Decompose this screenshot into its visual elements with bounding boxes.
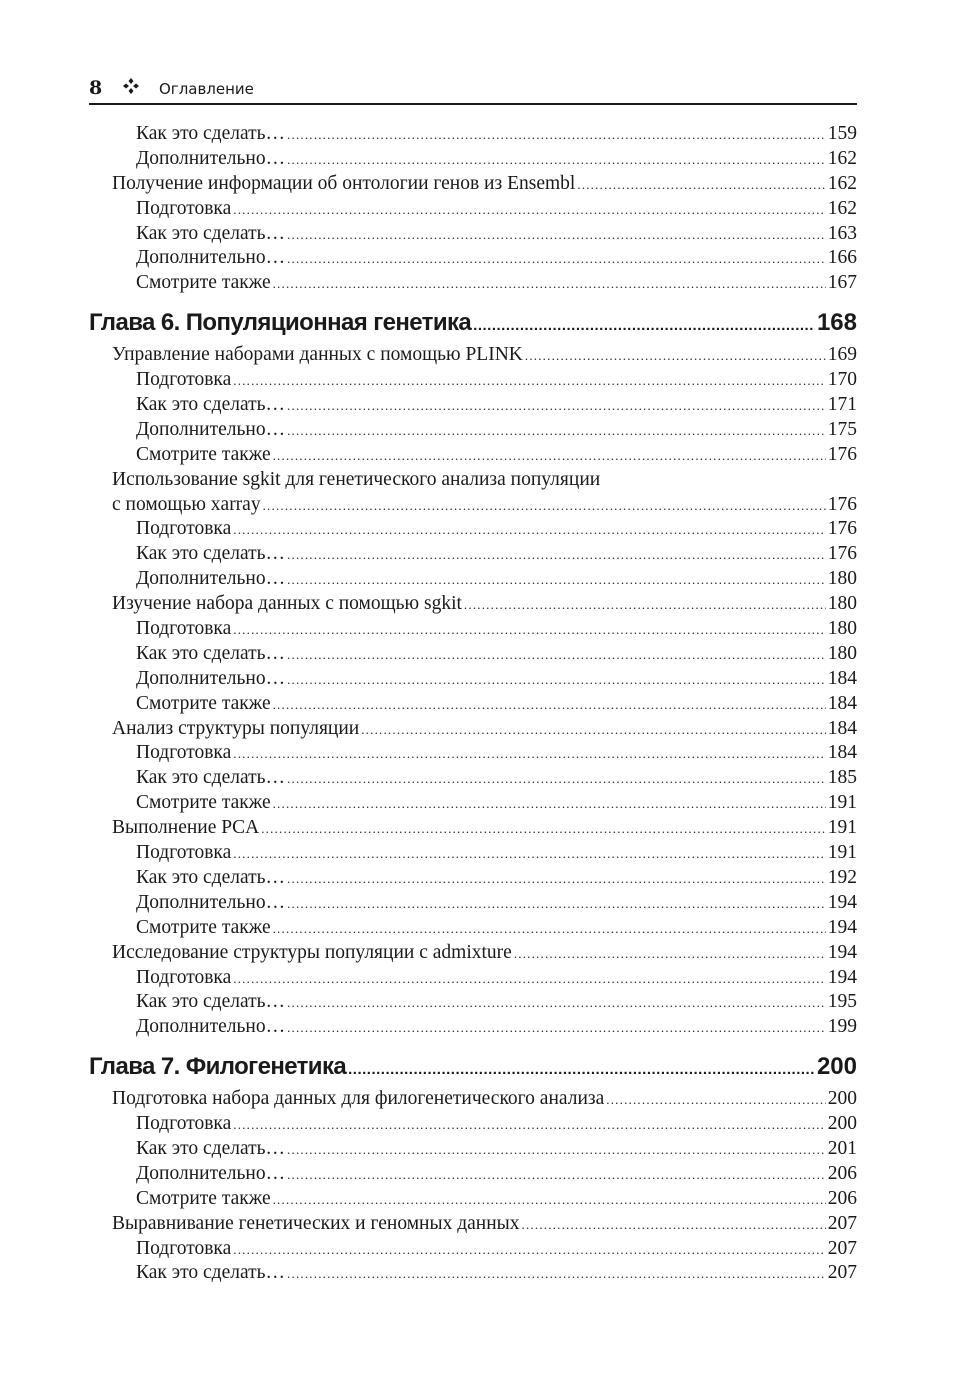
toc-entry-page: 184 — [827, 717, 857, 739]
toc-entry-page: 162 — [827, 172, 857, 194]
toc-entry[interactable] — [89, 197, 857, 222]
dot-leader — [522, 1213, 826, 1238]
toc-entry[interactable] — [89, 222, 857, 247]
toc-entry[interactable] — [89, 1112, 857, 1137]
dot-leader — [525, 344, 826, 369]
toc-entry-title: Подготовка — [136, 518, 232, 540]
toc-entry-title: Подготовка — [136, 618, 232, 640]
toc-entry-page: 191 — [827, 817, 857, 839]
toc-entry-title: Подготовка — [136, 742, 232, 764]
toc-entry[interactable] — [89, 617, 857, 642]
toc-entry-page: 170 — [827, 369, 857, 391]
dot-leader — [233, 618, 825, 643]
toc-entry-title: Подготовка — [136, 369, 232, 391]
toc-entry-page: 167 — [827, 272, 857, 294]
toc-entry-title: Подготовка — [136, 842, 232, 864]
dot-leader — [233, 1238, 825, 1263]
toc-entry-page: 201 — [827, 1137, 857, 1159]
dot-leader — [273, 917, 826, 942]
toc-entry-title: Смотрите также — [136, 1187, 271, 1209]
dot-leader — [287, 419, 826, 444]
toc-entry-page: 191 — [827, 792, 857, 814]
toc-entry-page: 175 — [827, 418, 857, 440]
toc-entry-page: 176 — [827, 543, 857, 565]
dot-leader — [473, 311, 815, 341]
toc-entry[interactable] — [89, 1237, 857, 1262]
dot-leader — [273, 792, 826, 817]
toc-entry-page: 191 — [827, 842, 857, 864]
toc-entry[interactable] — [89, 891, 857, 916]
toc-entry-title: Как это сделать… — [136, 123, 286, 144]
toc-entry-title: Как это сделать… — [136, 1137, 286, 1159]
toc-entry-page: 166 — [827, 247, 857, 269]
chapter-title: Глава 6. Популяционная генетика — [89, 309, 472, 337]
dot-leader — [233, 1113, 825, 1138]
toc-section[interactable] — [89, 172, 857, 197]
toc-entry-title: Дополнительно… — [136, 247, 286, 269]
toc-entry-page: 207 — [827, 1237, 857, 1259]
toc-entry-title: Дополнительно… — [136, 418, 286, 440]
toc-entry[interactable] — [89, 916, 857, 941]
dot-leader — [287, 148, 826, 173]
toc-entry-title: Использование sgkit для генетического анализа популяции — [112, 468, 601, 490]
toc-entry[interactable] — [89, 667, 857, 692]
dot-leader — [263, 494, 826, 519]
dot-leader — [287, 223, 826, 248]
dot-leader — [273, 1188, 826, 1213]
running-header — [89, 76, 857, 105]
toc-entry[interactable] — [89, 271, 857, 296]
toc-entry-title-cont: с помощью xarray — [112, 493, 261, 515]
toc-section[interactable] — [89, 941, 857, 966]
toc-entry[interactable] — [89, 642, 857, 667]
dot-leader — [577, 173, 825, 198]
dot-leader — [273, 444, 826, 469]
toc-entry[interactable] — [89, 966, 857, 991]
chapter-page: 168 — [816, 309, 857, 337]
chapter-title: Глава 7. Филогенетика — [89, 1053, 347, 1081]
toc-entry-page: 194 — [827, 941, 857, 963]
dot-leader — [233, 369, 825, 394]
toc-entry-title: Выполнение PCA — [112, 817, 260, 839]
toc-entry-title: Изучение набора данных с помощью sgkit — [112, 593, 462, 615]
toc-section[interactable] — [89, 816, 857, 841]
dot-leader — [233, 842, 825, 867]
toc-entry[interactable] — [89, 866, 857, 891]
dot-leader — [287, 1138, 826, 1163]
toc-entry[interactable] — [89, 1015, 857, 1040]
toc-entry-page: 162 — [827, 197, 857, 219]
toc-entry-title: Смотрите также — [136, 272, 271, 294]
toc-entry[interactable] — [89, 246, 857, 271]
toc-entry[interactable] — [89, 368, 857, 393]
ornament-icon — [122, 77, 140, 95]
toc-entry-page: 176 — [827, 443, 857, 465]
toc-entry-page: 200 — [827, 1113, 857, 1135]
dot-leader — [348, 1055, 815, 1085]
toc-entry-title: Дополнительно… — [136, 667, 286, 689]
toc-entry-title: Анализ структуры популяции — [112, 717, 360, 739]
toc-entry[interactable] — [89, 692, 857, 717]
toc-entry-title: Как это сделать… — [136, 1262, 286, 1284]
dot-leader — [287, 867, 826, 892]
toc-entry[interactable] — [89, 741, 857, 766]
page-number: 8 — [89, 77, 103, 99]
toc-entry-title: Как это сделать… — [136, 543, 286, 565]
toc-entry[interactable] — [89, 122, 857, 147]
dot-leader — [287, 123, 826, 148]
toc-entry[interactable] — [89, 567, 857, 592]
toc-entry[interactable] — [89, 1162, 857, 1187]
dot-leader — [287, 643, 826, 668]
toc-entry-title: Смотрите также — [136, 916, 271, 938]
section-title: Оглавление — [159, 80, 254, 98]
toc-entry-title: Дополнительно… — [136, 1162, 286, 1184]
toc-entry[interactable] — [89, 418, 857, 443]
toc-entry-page: 194 — [827, 891, 857, 913]
toc-entry-page: 180 — [827, 593, 857, 615]
toc-entry[interactable] — [89, 1261, 857, 1286]
toc-entry-title: Дополнительно… — [136, 1016, 286, 1038]
toc-entry-page: 185 — [827, 767, 857, 789]
toc-section[interactable] — [89, 1087, 857, 1112]
toc-entry-title: Подготовка — [136, 966, 232, 988]
toc-entry[interactable] — [89, 147, 857, 172]
toc-entry-title: Как это сделать… — [136, 394, 286, 416]
toc-entry-title: Управление наборами данных с помощью PLINK — [112, 344, 523, 366]
chapter-page: 200 — [816, 1053, 857, 1081]
toc-section[interactable] — [89, 592, 857, 617]
dot-leader — [606, 1088, 825, 1113]
dot-leader — [361, 718, 826, 743]
toc-entry-page: 180 — [827, 642, 857, 664]
toc-section[interactable] — [89, 468, 857, 518]
toc-chapter-7[interactable] — [89, 1052, 857, 1082]
toc-entry-title: Дополнительно… — [136, 891, 286, 913]
toc-entry[interactable] — [89, 393, 857, 418]
dot-leader — [287, 1163, 826, 1188]
toc-entry-page: 176 — [827, 518, 857, 540]
dot-leader — [273, 272, 826, 297]
toc-entry[interactable] — [89, 1137, 857, 1162]
toc-entry-title: Как это сделать… — [136, 866, 286, 888]
toc-entry-title: Смотрите также — [136, 443, 271, 465]
toc-entry-title: Смотрите также — [136, 792, 271, 814]
dot-leader — [233, 198, 825, 223]
toc-section[interactable] — [89, 717, 857, 742]
toc-entry-page: 206 — [827, 1162, 857, 1184]
toc-entry-title: Как это сделать… — [136, 642, 286, 664]
toc-entry-page: 171 — [827, 394, 857, 416]
dot-leader — [287, 1016, 826, 1041]
toc-entry-page: 159 — [827, 123, 857, 144]
toc-chapter-6[interactable] — [89, 308, 857, 338]
toc-entry-title: Дополнительно… — [136, 147, 286, 169]
toc-entry-page: 176 — [827, 493, 857, 515]
toc-section[interactable] — [89, 1212, 857, 1237]
toc-entry-title: Как это сделать… — [136, 767, 286, 789]
toc-entry-page: 184 — [827, 667, 857, 689]
toc-entry-page: 207 — [827, 1212, 857, 1234]
toc-entry-title: Как это сделать… — [136, 222, 286, 244]
dot-leader — [287, 668, 826, 693]
toc-entry-page: 207 — [827, 1262, 857, 1284]
toc-entry-page: 184 — [827, 742, 857, 764]
dot-leader — [233, 742, 825, 767]
toc-entry-title: Дополнительно… — [136, 568, 286, 590]
toc-entry[interactable] — [89, 542, 857, 567]
toc-entry-page: 200 — [827, 1088, 857, 1110]
dot-leader — [287, 1262, 826, 1287]
toc-entry-page: 180 — [827, 568, 857, 590]
toc-entry-page: 192 — [827, 866, 857, 888]
toc-entry-page: 206 — [827, 1187, 857, 1209]
toc-entry-title: Получение информации об онтологии генов из Ensembl — [112, 172, 576, 194]
toc-entry[interactable] — [89, 791, 857, 816]
dot-leader — [233, 518, 825, 543]
toc-entry[interactable] — [89, 517, 857, 542]
toc-entry-title: Подготовка — [136, 197, 232, 219]
dot-leader — [233, 967, 825, 992]
toc-entry-title: Как это сделать… — [136, 991, 286, 1013]
toc-entry-page: 169 — [827, 344, 857, 366]
table-of-contents — [89, 122, 857, 1286]
toc-entry[interactable] — [89, 990, 857, 1015]
toc-entry-page: 162 — [827, 147, 857, 169]
dot-leader — [287, 543, 826, 568]
toc-entry-title: Исследование структуры популяции с admixture — [112, 941, 512, 963]
toc-entry-page: 194 — [827, 916, 857, 938]
dot-leader — [273, 693, 826, 718]
toc-entry-title: Подготовка — [136, 1237, 232, 1259]
toc-entry-page: 194 — [827, 966, 857, 988]
dot-leader — [261, 817, 826, 842]
dot-leader — [464, 593, 826, 618]
toc-entry-page: 184 — [827, 692, 857, 714]
toc-entry[interactable] — [89, 841, 857, 866]
toc-entry-title: Подготовка — [136, 1113, 232, 1135]
toc-entry-page: 180 — [827, 618, 857, 640]
dot-leader — [287, 892, 826, 917]
toc-entry-title: Выравнивание генетических и геномных данных — [112, 1212, 520, 1234]
dot-leader — [287, 394, 826, 419]
toc-entry-page: 163 — [827, 222, 857, 244]
dot-leader — [514, 942, 826, 967]
toc-entry[interactable] — [89, 1187, 857, 1212]
dot-leader — [287, 991, 826, 1016]
toc-entry-page: 199 — [827, 1016, 857, 1038]
toc-entry-page: 195 — [827, 991, 857, 1013]
dot-leader — [287, 568, 826, 593]
toc-entry[interactable] — [89, 766, 857, 791]
toc-entry-title: Подготовка набора данных для филогенетического анализа — [112, 1088, 605, 1110]
dot-leader — [287, 247, 826, 272]
toc-entry-title: Смотрите также — [136, 692, 271, 714]
toc-section[interactable] — [89, 343, 857, 368]
toc-entry[interactable] — [89, 443, 857, 468]
dot-leader — [287, 767, 826, 792]
